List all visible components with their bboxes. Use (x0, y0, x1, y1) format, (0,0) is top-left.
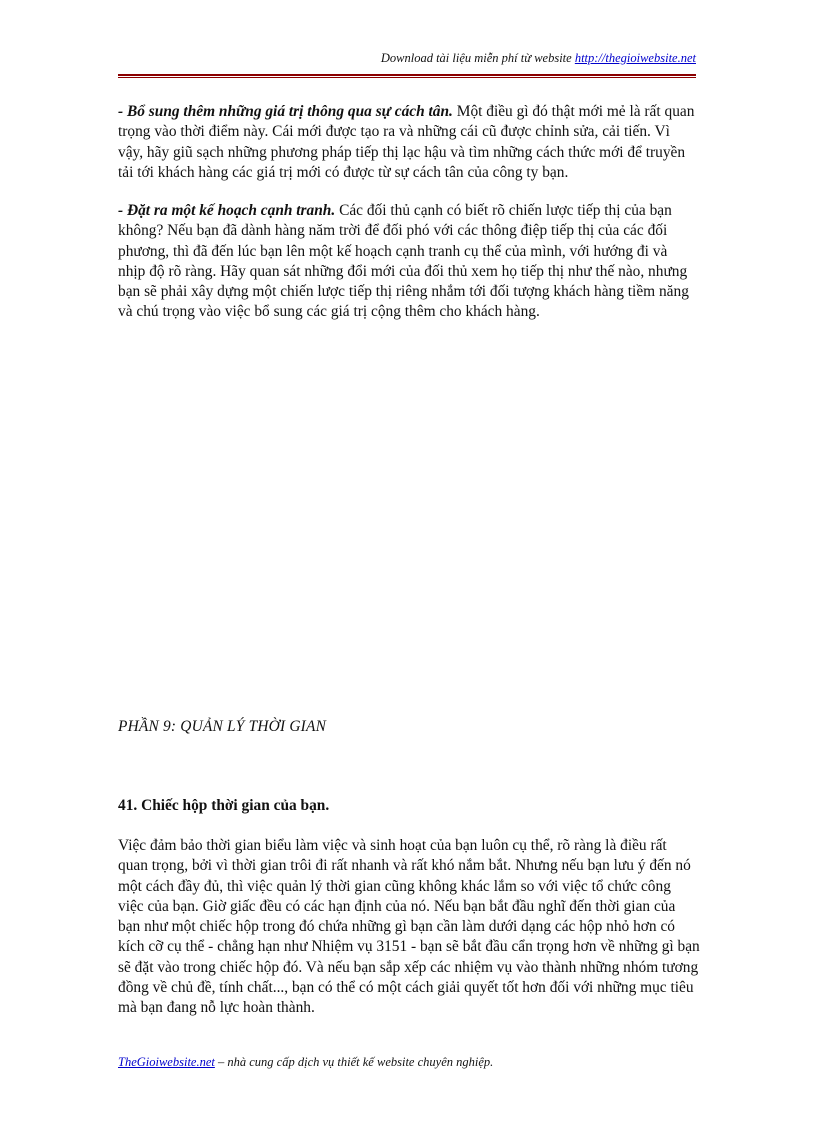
paragraph-text: Một điều gì đó thật mới mẻ là rất quan trọng vào thời điểm này. Cái mới được tạo ra và những cái cũ được chỉnh sửa, cải tiến. Vì vậy, hãy giũ sạch những phương pháp tiếp thị lạc hậu và tìm những cách thức mới để truyền tải tới khách hàng các giá trị mới có được từ sự cách tân của công ty bạn. (118, 103, 695, 181)
paragraph-competition (118, 201, 698, 323)
paragraph-lead: - Đặt ra một kế hoạch cạnh tranh. (118, 202, 336, 219)
page-header (118, 50, 696, 66)
footer-link[interactable]: TheGioiwebsite.net (118, 1055, 215, 1069)
paragraph-innovation (118, 102, 698, 183)
subheading: 41. Chiếc hộp thời gian của bạn. (118, 797, 330, 814)
page-footer (118, 1055, 493, 1070)
section-title: PHẦN 9: QUẢN LÝ THỜI GIAN (118, 718, 327, 735)
paragraph-text: Các đối thủ cạnh có biết rõ chiến lược tiếp thị của bạn không? Nếu bạn đã dành hàng năm trời để đối phó với các thông điệp tiếp thị của các đối phương, thì đã đến lúc bạn lên một kế hoạch cạnh tranh cụ thể của mình, với hướng đi và nhịp độ rõ ràng. Hãy quan sát những đổi mới của đối thủ xem họ tiếp thị như thế nào, nhưng bạn sẽ phải xây dựng một chiến lược tiếp thị riêng nhắm tới đối tượng khách hàng tiềm năng và chú trọng vào việc bổ sung các giá trị cộng thêm cho khách hàng. (118, 202, 689, 321)
body-paragraph: Việc đảm bảo thời gian biểu làm việc và sinh hoạt của bạn luôn cụ thể, rõ ràng là điều rất quan trọng, bởi vì thời gian trôi đi rất nhanh và rất khó nắm bắt. Nhưng nếu bạn lưu ý đến nó một cách đầy đủ, thì việc quản lý thời gian cũng không khác lắm so với việc tổ chức công việc của bạn. Giờ giấc đều có các hạn định của nó. Nếu bạn bắt đầu nghĩ đến thời gian của bạn như một chiếc hộp trong đó chứa những gì bạn cần làm dưới dạng các hộp nhỏ hơn có kích cỡ cụ thể - chẳng hạn như Nhiệm vụ 3151 - bạn sẽ bắt đầu cẩn trọng hơn về những gì bạn sẽ đặt vào trong chiếc hộp đó. Và nếu bạn sắp xếp các nhiệm vụ vào thành những nhóm tương đồng về chủ đề, tính chất..., bạn có thể có một cách giải quyết tốt hơn đối với những mục tiêu mà bạn đang nỗ lực hoàn thành. (118, 837, 700, 1017)
header-link[interactable]: http://thegioiwebsite.net (574, 51, 696, 65)
header-divider (118, 74, 696, 78)
footer-text: – nhà cung cấp dịch vụ thiết kế website chuyên nghiệp. (214, 1055, 494, 1069)
paragraph-lead: - Bổ sung thêm những giá trị thông qua sự cách tân. (118, 103, 453, 120)
header-text: Download tài liệu miễn phí từ website (380, 51, 575, 65)
